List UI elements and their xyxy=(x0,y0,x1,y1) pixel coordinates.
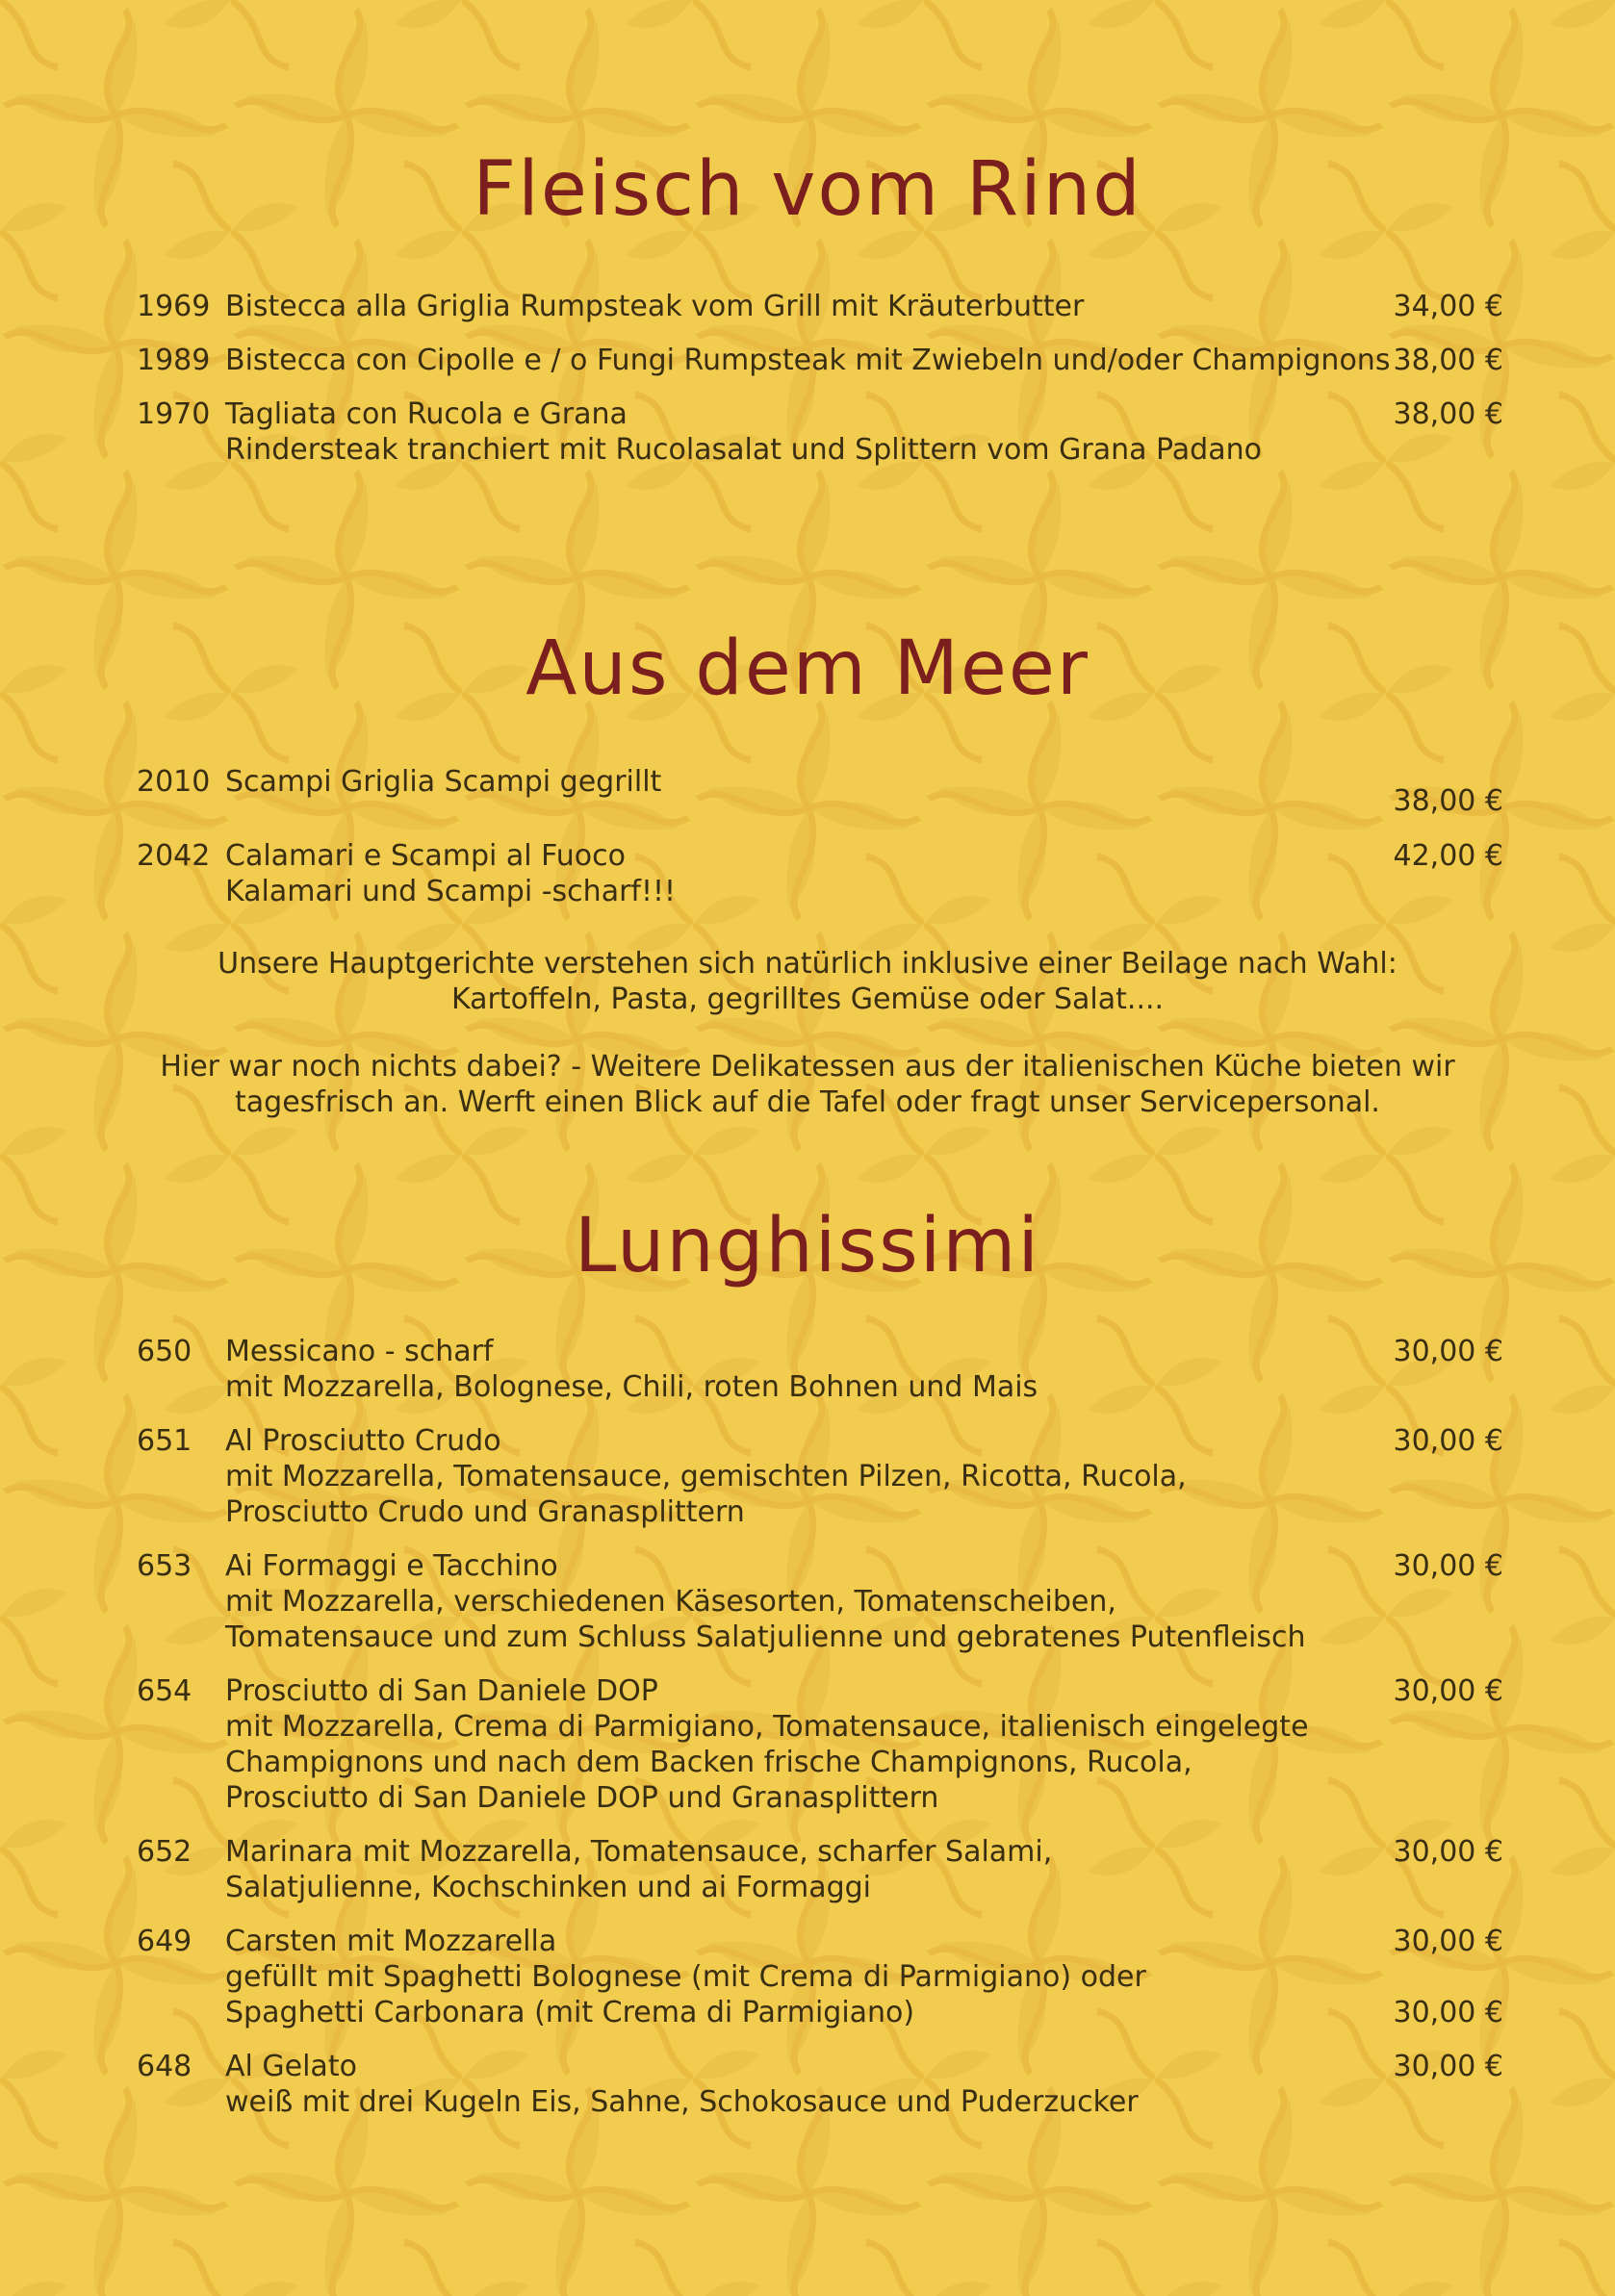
note-line: Unsere Hauptgerichte verstehen sich natürlich inklusive einer Beilage nach Wahl: xyxy=(218,947,1397,981)
item-line: weiß mit drei Kugeln Eis, Sahne, Schokosauce und Puderzucker xyxy=(225,2085,1139,2119)
note-line: Hier war noch nichts dabei? - Weitere Delikatessen aus der italienischen Küche bieten wir xyxy=(160,1050,1455,1084)
item-price: 30,00 € xyxy=(1393,1674,1503,1708)
side-dish-note xyxy=(0,946,1615,1017)
item-number: 2010 xyxy=(137,765,211,799)
item-line: Ai Formaggi e Tacchino xyxy=(225,1549,558,1583)
item-line: mit Mozzarella, Bolognese, Chili, roten Bohnen und Mais xyxy=(225,1370,1038,1404)
item-line: Prosciutto di San Daniele DOP und Granasplittern xyxy=(225,1781,939,1815)
item-line: Al Gelato xyxy=(225,2050,357,2083)
item-number: 648 xyxy=(137,2050,192,2083)
item-number: 650 xyxy=(137,1335,192,1368)
note-line: tagesfrisch an. Werft einen Blick auf die Tafel oder fragt unser Servicepersonal. xyxy=(235,1085,1380,1119)
daily-specials-note xyxy=(0,1049,1615,1120)
item-line: Marinara mit Mozzarella, Tomatensauce, scharfer Salami, xyxy=(225,1835,1053,1869)
item-line: Kalamari und Scampi -scharf!!! xyxy=(225,875,677,908)
item-line: Bistecca alla Griglia Rumpsteak vom Grill mit Kräuterbutter xyxy=(225,290,1085,323)
item-number: 652 xyxy=(137,1835,192,1869)
item-line: Tomatensauce und zum Schluss Salatjulienne und gebratenes Putenfleisch xyxy=(225,1620,1306,1654)
item-price: 38,00 € xyxy=(1393,784,1503,818)
item-price: 38,00 € xyxy=(1393,397,1503,431)
item-price: 30,00 € xyxy=(1393,1335,1503,1368)
note-line: Kartoffeln, Pasta, gegrilltes Gemüse oder Salat.... xyxy=(450,982,1165,1016)
section-title-lunghissimi: Lunghissimi xyxy=(574,1203,1041,1289)
item-line: Scampi Griglia Scampi gegrillt xyxy=(225,765,662,799)
item-description xyxy=(225,1673,1361,1816)
item-description xyxy=(225,1924,1361,2030)
item-line: mit Mozzarella, Crema di Parmigiano, Tomatensauce, italienisch eingelegte xyxy=(225,1710,1309,1744)
item-description xyxy=(225,1548,1361,1655)
item-number: 1969 xyxy=(137,290,211,323)
section-title-meer: Aus dem Meer xyxy=(526,625,1089,712)
item-description xyxy=(225,289,1361,324)
item-line: Calamari e Scampi al Fuoco xyxy=(225,839,627,873)
item-line: Bistecca con Cipolle e / o Fungi Rumpsteak mit Zwiebeln und/oder Champignons xyxy=(225,344,1391,377)
item-number: 2042 xyxy=(137,839,211,873)
item-price: 34,00 € xyxy=(1393,290,1503,323)
item-price: 30,00 € xyxy=(1393,1925,1503,1958)
item-description xyxy=(225,396,1361,468)
item-price: 30,00 € xyxy=(1393,1424,1503,1458)
item-line: Spaghetti Carbonara (mit Crema di Parmigiano) xyxy=(225,1996,915,2029)
item-description xyxy=(225,2049,1361,2120)
item-description xyxy=(225,838,1361,909)
item-number: 654 xyxy=(137,1674,192,1708)
item-line: Tagliata con Rucola e Grana xyxy=(225,397,628,431)
item-price: 30,00 € xyxy=(1393,1549,1503,1583)
item-number: 651 xyxy=(137,1424,192,1458)
item-line: mit Mozzarella, Tomatensauce, gemischten Pilzen, Ricotta, Rucola, xyxy=(225,1460,1187,1493)
item-price: 42,00 € xyxy=(1393,839,1503,873)
item-description xyxy=(225,1334,1361,1405)
item-description xyxy=(225,764,1361,800)
item-price: 30,00 € xyxy=(1393,1996,1503,2029)
item-price: 30,00 € xyxy=(1393,1835,1503,1869)
item-description xyxy=(225,343,1391,378)
item-number: 1989 xyxy=(137,344,211,377)
section-title-rind: Fleisch vom Rind xyxy=(473,146,1142,233)
item-price: 38,00 € xyxy=(1393,344,1503,377)
item-line: Al Prosciutto Crudo xyxy=(225,1424,501,1458)
item-description xyxy=(225,1834,1361,1905)
item-line: Prosciutto di San Daniele DOP xyxy=(225,1674,658,1708)
item-description xyxy=(225,1423,1361,1530)
item-number: 1970 xyxy=(137,397,211,431)
item-line: mit Mozzarella, verschiedenen Käsesorten, Tomatenscheiben, xyxy=(225,1585,1116,1619)
item-number: 653 xyxy=(137,1549,192,1583)
item-price: 30,00 € xyxy=(1393,2050,1503,2083)
item-line: gefüllt mit Spaghetti Bolognese (mit Crema di Parmigiano) oder xyxy=(225,1960,1146,1994)
item-line: Rindersteak tranchiert mit Rucolasalat und Splittern vom Grana Padano xyxy=(225,433,1262,467)
item-line: Messicano - scharf xyxy=(225,1335,494,1368)
item-number: 649 xyxy=(137,1925,192,1958)
item-line: Champignons und nach dem Backen frische Champignons, Rucola, xyxy=(225,1746,1192,1779)
item-line: Carsten mit Mozzarella xyxy=(225,1925,557,1958)
item-line: Salatjulienne, Kochschinken und ai Formaggi xyxy=(225,1871,872,1904)
item-line: Prosciutto Crudo und Granasplittern xyxy=(225,1495,745,1529)
